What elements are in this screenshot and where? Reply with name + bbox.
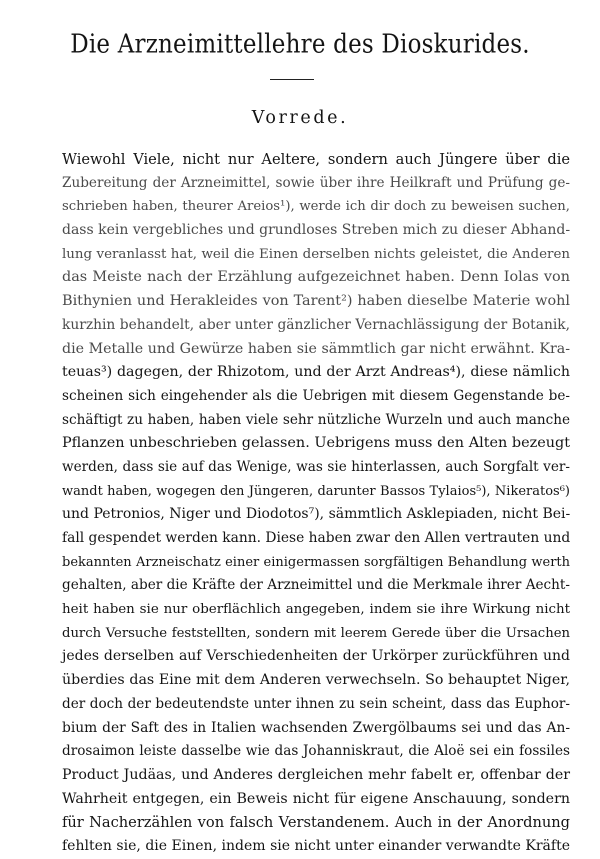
text-line: bekannten Arzneischatz einer einigermassen sorgfältigen Behandlung werth (62, 554, 570, 570)
body-paragraph (62, 148, 570, 859)
text-line: Wahrheit entgegen, ein Beweis nicht für eigene Anschauung, sondern (62, 790, 570, 807)
text-line: drosaimon leiste dasselbe wie das Johanniskraut, die Aloë sei ein fossiles (62, 743, 570, 760)
text-line: Product Judäas, und Anderes dergleichen mehr fabelt er, offenbar der (62, 766, 570, 783)
text-line: scheinen sich eingehender als die Uebrigen mit diesem Gegenstande be- (62, 387, 570, 404)
text-line: die Metalle und Gewürze haben sie sämmtlich gar nicht erwähnt. Kra- (62, 340, 570, 357)
text-line: Zubereitung der Arzneimittel, sowie über ihre Heilkraft und Prüfung ge- (62, 174, 570, 191)
text-line: Pflanzen unbeschrieben gelassen. Uebrigens muss den Alten bezeugt (62, 435, 570, 452)
text-line: überdies das Eine mit dem Anderen verwechseln. So behauptet Niger, (62, 672, 570, 689)
text-line: Wiewohl Viele, nicht nur Aeltere, sondern auch Jüngere über die (62, 151, 570, 168)
text-line: fall gespendet werden kann. Diese haben zwar den Allen vertrauten und (62, 530, 571, 546)
text-line: Bithynien und Herakleides von Tarent²) haben dieselbe Materie wohl (62, 293, 570, 310)
text-line: schrieben haben, theurer Areios¹), werde ich dir doch zu beweisen suchen, (62, 199, 570, 215)
text-line: fehlten sie, die Einen, indem sie nicht unter einander verwandte Kräfte (62, 837, 570, 854)
text-line: lung veranlasst hat, weil die Einen derselben nichts geleistet, die Anderen (62, 246, 570, 262)
section-heading: Vorrede. (251, 108, 349, 128)
text-line: teuas³) dagegen, der Rhizotom, und der Arzt Andreas⁴), diese nämlich (62, 364, 570, 381)
document-title: Die Arzneimittellehre des Dioskurides. (70, 30, 530, 60)
text-line: kurzhin behandelt, aber unter gänzlicher Vernachlässigung der Botanik, (62, 316, 570, 333)
text-line: bium der Saft des in Italien wachsenden Zwergölbaums sei und das An- (62, 719, 570, 736)
text-line: und Petronios, Niger und Diodotos⁷), sämmtlich Asklepiaden, nicht Bei- (62, 506, 571, 523)
text-line: werden, dass sie auf das Wenige, was sie hinterlassen, auch Sorgfalt ver- (62, 458, 570, 475)
text-line: das Meiste nach der Erzählung aufgezeichnet haben. Denn Iolas von (62, 269, 570, 286)
text-line: gehalten, aber die Kräfte der Arzneimittel und die Merkmale ihrer Aecht- (62, 577, 570, 594)
text-line: wandt haben, wogegen den Jüngeren, darunter Bassos Tylaios⁵), Nikeratos⁶) (62, 483, 570, 499)
text-line: heit haben sie nur oberflächlich angegeben, indem sie ihre Wirkung nicht (62, 602, 570, 618)
text-line: für Nacherzählen von falsch Verstandenem. Auch in der Anordnung (62, 814, 570, 832)
text-line: durch Versuche feststellten, sondern mit leerem Gerede über die Ursachen (62, 625, 570, 641)
text-line: dass kein vergebliches und grundloses Streben mich zu dieser Abhand- (62, 222, 571, 239)
text-line: schäftigt zu haben, haben viele sehr nützliche Wurzeln und auch manche (62, 411, 570, 428)
text-line: der doch der bedeutendste unter ihnen zu sein scheint, dass das Euphor- (62, 695, 570, 712)
title-divider (270, 79, 314, 80)
text-line: jedes derselben auf Verschiedenheiten der Urkörper zurückführen und (62, 648, 570, 665)
